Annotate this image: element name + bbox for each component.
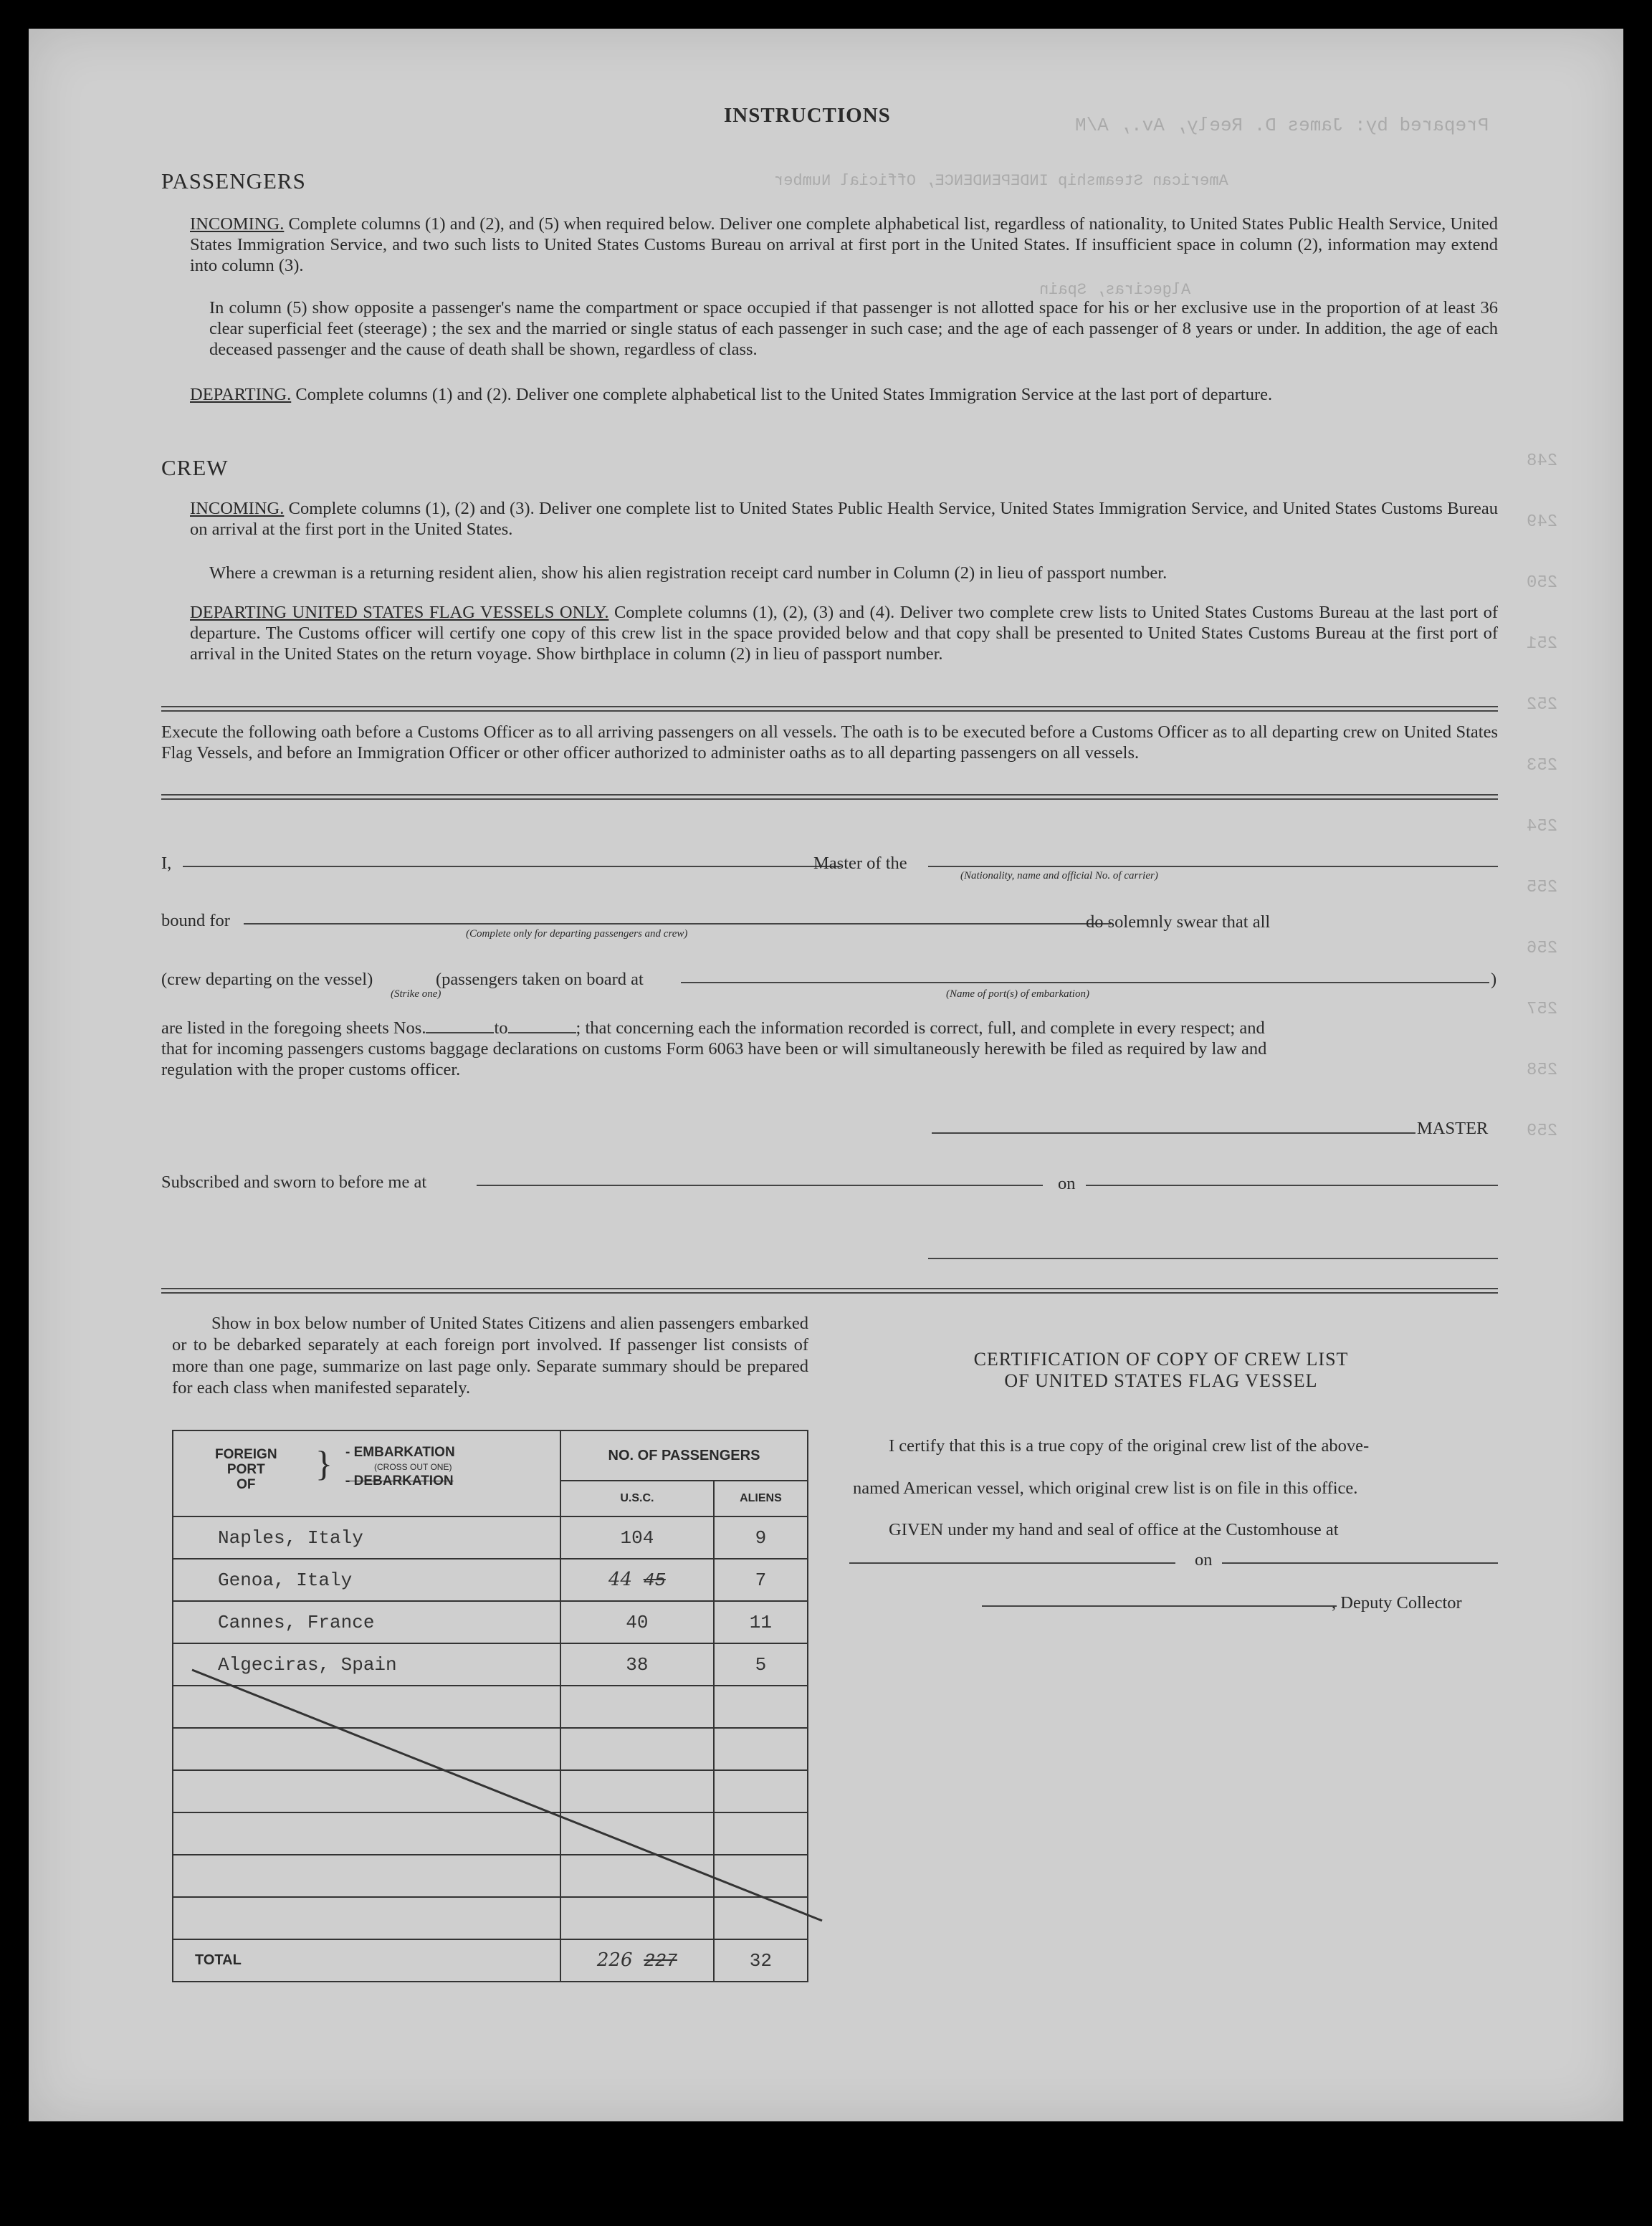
oath-intro: Execute the following oath before a Customs Officer as to all arriving passengers on all vessels. The oath is to be executed before a Customs Officer as to all departing crew on United States Flag Vessels, and before an Immigration Officer or other officer authorized to administer oaths as to all departing passengers on all vessels. (161, 722, 1498, 763)
close-paren: ) (1491, 970, 1497, 989)
header-no-passengers: NO. OF PASSENGERS (560, 1430, 808, 1481)
certification-date-line[interactable] (1222, 1562, 1498, 1564)
show-through-row-number: 259 (1527, 1122, 1558, 1141)
page-title: INSTRUCTIONS (724, 104, 891, 127)
show-through-prepared-by: Prepared by: James D. Reely, Av., A/M (1075, 115, 1489, 136)
aliens-cell: 9 (714, 1516, 808, 1559)
passengers-incoming-label: INCOMING. (190, 214, 285, 234)
oath-i-label: I, (161, 854, 172, 873)
port-cell: Naples, Italy (173, 1516, 560, 1559)
port-cell: Cannes, France (173, 1601, 560, 1643)
oath-listed-line2: that for incoming passengers customs baggage declarations on customs Form 6063 have been or will simultaneously herewith be filed as required by law and (161, 1039, 1267, 1059)
show-through-row-number: 248 (1527, 452, 1558, 471)
strike-one-caption: (Strike one) (391, 988, 441, 1000)
certification-text-2: named American vessel, which original crew list is on file in this office. (853, 1479, 1358, 1498)
certification-text-1: I certify that this is a true copy of the original crew list of the above- (889, 1436, 1370, 1456)
passengers-column5-paragraph: In column (5) show opposite a passenger's name the compartment or space occupied if that passenger is not allotted space for his or her exclusive use in the proportion of at least 36 clear superficial feet (steerage) ; the sex and the married or single status of each passenger in such case; and the age of each passenger of 8 years or under. In addition, the age of each deceased passenger and the cause of death shall be shown, regardless of class. (209, 298, 1498, 359)
listed-text-b: ; that concerning each the information recorded is correct, full, and complete in every respect; and (576, 1018, 1265, 1038)
listed-text-a: are listed in the foregoing sheets Nos. (161, 1018, 426, 1038)
crew-heading: CREW (161, 455, 229, 480)
show-through-row-number: 252 (1527, 695, 1558, 715)
listed-to: to (494, 1018, 508, 1038)
oath-crew-departing: (crew departing on the vessel) (161, 970, 373, 989)
crew-incoming-label: INCOMING. (190, 499, 285, 518)
header-of: OF (237, 1477, 256, 1492)
nationality-caption: (Nationality, name and official No. of carrier) (960, 870, 1158, 882)
oath-swear: do solemnly swear that all (1086, 912, 1271, 932)
certification-place-line[interactable] (849, 1562, 1175, 1564)
port-caption: (Name of port(s) of embarkation) (946, 988, 1089, 1000)
show-through-port: Algeciras, Spain (1039, 281, 1191, 299)
total-label: TOTAL (173, 1939, 560, 1982)
aliens-cell: 5 (714, 1643, 808, 1686)
show-through-vessel: American Steamship INDEPENDENCE, Official Number (774, 172, 1228, 190)
passengers-incoming-text: Complete columns (1) and (2), and (5) when required below. Deliver one complete alphabetical list, regardless of nationality, to United States Public Health Service, United States Immigration Service, and two such lists to United States Customs Bureau on arrival at first port in the United States. If insufficient space in column (2), information may extend into column (3). (190, 214, 1499, 275)
master-signature-label: MASTER (1417, 1119, 1489, 1138)
header-foreign: FOREIGN (215, 1447, 277, 1462)
deputy-collector-label: , Deputy Collector (1332, 1593, 1462, 1613)
passengers-heading: PASSENGERS (161, 168, 306, 194)
unused-rows-strike-line (29, 29, 1623, 2121)
show-through-row-number: 249 (1527, 512, 1558, 532)
header-aliens: ALIENS (714, 1481, 808, 1516)
oath-master-of: Master of the (813, 854, 907, 873)
oath-bound-for: bound for (161, 911, 230, 930)
subscribed-label: Subscribed and sworn to before me at (161, 1172, 427, 1192)
header-embarkation: - EMBARKATION (345, 1445, 455, 1460)
document-page (29, 29, 1623, 2121)
usc-handwritten: 44 (608, 1569, 633, 1590)
subscribed-on-label: on (1058, 1174, 1076, 1193)
total-aliens-cell: 32 (714, 1939, 808, 1982)
aliens-cell: 7 (714, 1559, 808, 1601)
show-through-row-number: 251 (1527, 634, 1558, 654)
certification-text-3: GIVEN under my hand and seal of office at the Customhouse at (889, 1520, 1339, 1539)
passengers-departing-label: DEPARTING. (190, 385, 292, 404)
header-usc: U.S.C. (560, 1481, 714, 1516)
aliens-cell: 11 (714, 1601, 808, 1643)
header-port: PORT (226, 1462, 265, 1477)
crew-departing-text: Complete columns (1), (2), (3) and (4). Deliver two complete crew lists to United States Customs Bureau at the last port of departure. The Customs officer will certify one copy of this crew list in the space provided below and that copy shall be presented to United States Customs Bureau at the first port of arrival in the United States on the return voyage. Show birthplace in column (2) in lieu of passport number. (190, 603, 1498, 664)
oath-listed-line3: regulation with the proper customs officer. (161, 1060, 461, 1079)
crew-incoming-text: Complete columns (1), (2) and (3). Deliver one complete list to United States Public Health Service, United States Immigration Service, and United States Customs Bureau on arrival at the first port in the United States. (190, 499, 1498, 539)
usc-cell: 38 (560, 1643, 714, 1686)
show-through-row-number: 255 (1527, 878, 1558, 897)
deputy-signature-line[interactable] (982, 1605, 1337, 1607)
show-through-row-number: 253 (1527, 756, 1558, 775)
certification-title-line1: CERTIFICATION OF COPY OF CREW LIST (973, 1349, 1349, 1370)
complete-caption: (Complete only for departing passengers and crew) (466, 928, 688, 940)
header-debarkation: - DEBARKATION (345, 1473, 454, 1489)
certification-title-line2: OF UNITED STATES FLAG VESSEL (1004, 1370, 1318, 1391)
crew-departing-label: DEPARTING UNITED STATES FLAG VESSELS ONLY. (190, 603, 609, 622)
show-through-row-number: 250 (1527, 573, 1558, 593)
crew-resident-paragraph: Where a crewman is a returning resident alien, show his alien registration receipt card number in Column (2) in lieu of passport number. (209, 563, 1168, 583)
brace: } (315, 1443, 333, 1484)
port-cell: Algeciras, Spain (173, 1643, 560, 1686)
total-usc-struck: 227 (644, 1950, 677, 1972)
certification-on-label: on (1195, 1550, 1213, 1570)
passengers-departing-text: Complete columns (1) and (2). Deliver one complete alphabetical list to the United States Immigration Service at the last port of departure. (295, 385, 1273, 404)
usc-cell: 104 (560, 1516, 714, 1559)
show-through-row-number: 256 (1527, 939, 1558, 958)
usc-struck: 45 (643, 1570, 666, 1591)
show-through-row-number: 258 (1527, 1061, 1558, 1080)
total-usc-handwritten: 226 (596, 1949, 633, 1971)
usc-cell: 40 (560, 1601, 714, 1643)
header-cross-out: (CROSS OUT ONE) (374, 1462, 452, 1472)
oath-passengers-taken: (passengers taken on board at (436, 970, 644, 989)
certification-title (839, 1349, 1484, 1392)
show-through-row-number: 257 (1527, 1000, 1558, 1019)
port-cell: Genoa, Italy (173, 1559, 560, 1601)
show-through-row-number: 254 (1527, 817, 1558, 836)
summary-instructions: Show in box below number of United States Citizens and alien passengers embarked or to be debarked separately at each foreign port involved. If passenger list consists of more than one page, summarize on last page only. Separate summary should be prepared for each class when manifested separately. (172, 1314, 808, 1398)
